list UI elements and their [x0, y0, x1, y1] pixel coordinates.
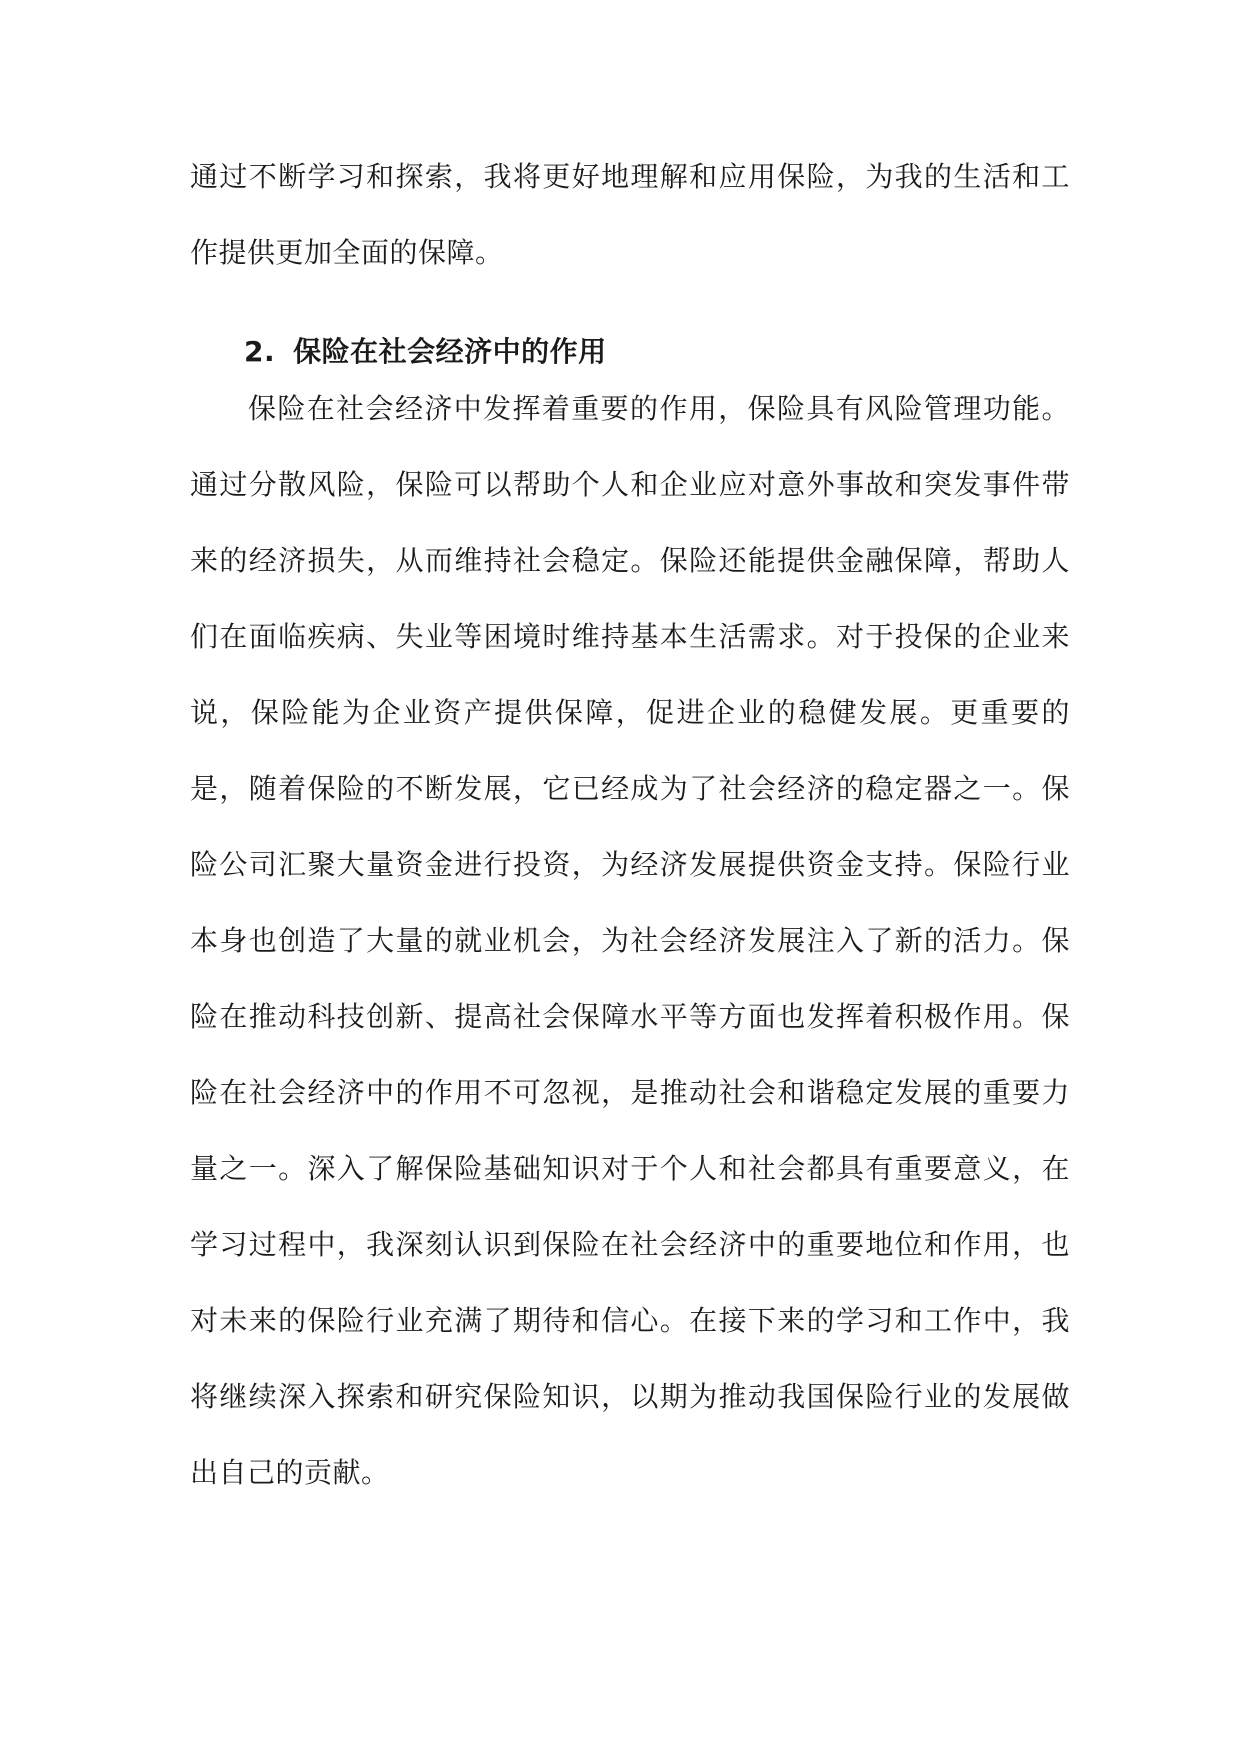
section-number: 2.: [244, 335, 276, 368]
section-title: 保险在社会经济中的作用: [293, 335, 607, 368]
body-paragraph: 保险在社会经济中发挥着重要的作用，保险具有风险管理功能。通过分散风险，保险可以帮助个人和企业应对意外事故和突发事件带来的经济损失，从而维持社会稳定。保险还能提供金融保障，帮助人们在面临疾病、失业等困境时维持基本生活需求。对于投保的企业来说，保险能为企业资产提供保障，促进企业的稳健发展。更重要的是，随着保险的不断发展，它已经成为了社会经济的稳定器之一。保险公司汇聚大量资金进行投资，为经济发展提供资金支持。保险行业本身也创造了大量的就业机会，为社会经济发展注入了新的活力。保险在推动科技创新、提高社会保障水平等方面也发挥着积极作用。保险在社会经济中的作用不可忽视，是推动社会和谐稳定发展的重要力量之一。深入了解保险基础知识对于个人和社会都具有重要意义，在学习过程中，我深刻认识到保险在社会经济中的重要地位和作用，也对未来的保险行业充满了期待和信心。在接下来的学习和工作中，我将继续深入探索和研究保险知识，以期为推动我国保险行业的发展做出自己的贡献。: [190, 392, 1070, 1489]
section-heading: [244, 332, 607, 372]
intro-paragraph: 通过不断学习和探索，我将更好地理解和应用保险，为我的生活和工作提供更加全面的保障。: [190, 160, 1070, 269]
